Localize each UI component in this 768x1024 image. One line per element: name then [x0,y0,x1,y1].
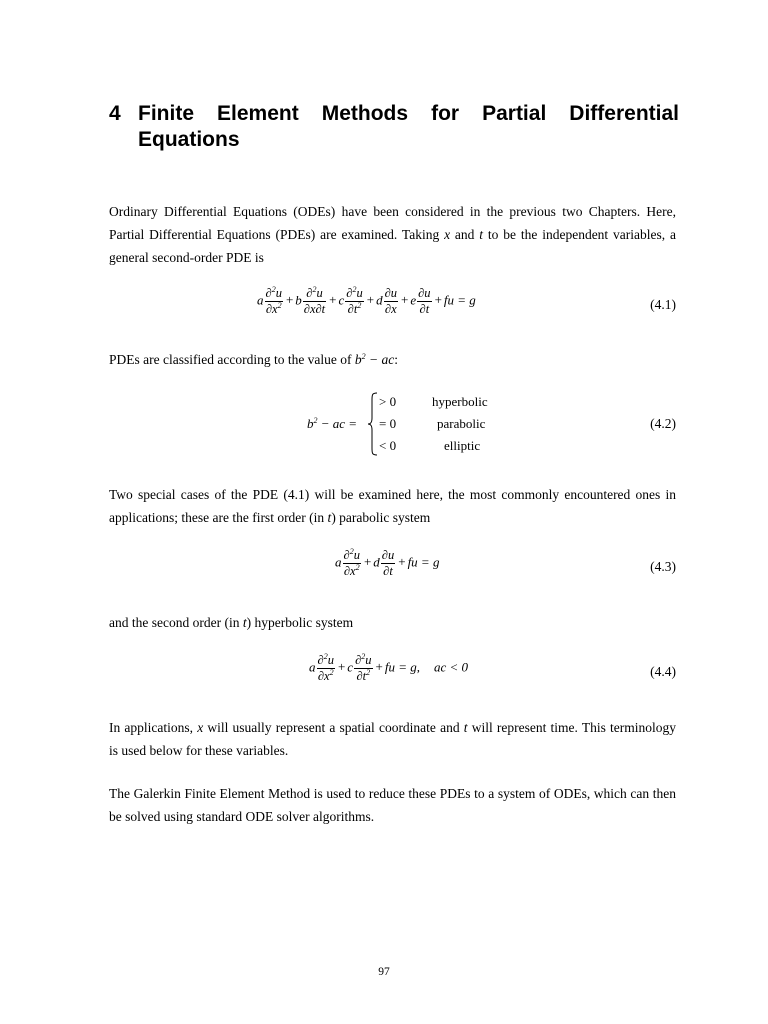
equation-number: (4.4) [650,664,676,679]
equation-4-3: a $\frac{\partial^2u}{\partial x^2}$ + d $\frac{\partial u}{\partial t}$ + fu = g (4.3) [335,547,676,578]
equation-lhs: $b^2$ − ac = [307,416,358,431]
equation-4-1: a $\frac{\partial^2u}{\partial x^2}$ + b $\frac{\partial^2u}{\partial x\partial t}$ + c $\frac{\partial^2u}{\partial t^2}$ + d $\frac{\partial u}{\partial x}$ + e $\frac{\partial u}{\partial t}$ + fu = g (4.1) [257,285,676,316]
special-cases-paragraph: Two special cases of the PDE (4.1) will be examined here, the most commonly encountered ones in applications; these are the first order (in t) parabolic system [109,487,676,525]
intro-paragraph: Ordinary Differential Equations (ODEs) have been considered in the previous two Chapters. Here, Partial Differential Equations (PDEs) are examined. Taking x and t to be the independent variables, a general second-order PDE is [109,204,676,265]
page-number: 97 [378,966,390,978]
chapter-number: 4 [109,102,121,125]
applications-paragraph: In applications, x will usually represent a spatial coordinate and t will represent time. This terminology is used below for these variables. [109,720,676,758]
second-order-paragraph: and the second order (in t) hyperbolic system [109,615,354,630]
equation-4-4: a $\frac{\partial^2u}{\partial x^2}$ + c $\frac{\partial^2u}{\partial t^2}$ + fu = g, ac < 0 (4.4) [309,652,676,683]
equation-number: (4.1) [650,297,676,312]
equation-number: (4.3) [650,559,676,574]
equation-number: (4.2) [650,416,676,431]
classification-paragraph: PDEs are classified according to the value of $b^2$ − ac: [109,352,399,367]
left-brace-icon [367,392,379,456]
chapter-title: Finite Element Methods for Partial Differential Equations [138,102,679,151]
galerkin-paragraph: The Galerkin Finite Element Method is used to reduce these PDEs to a system of ODEs, which can then be solved using standard ODE solver algorithms. [109,786,676,824]
equation-4-2: $b^2$ − ac = > 0 = 0 < 0 hyperbolic parabolic elliptic (4.2) [109,390,676,460]
chapter-heading [109,101,679,153]
